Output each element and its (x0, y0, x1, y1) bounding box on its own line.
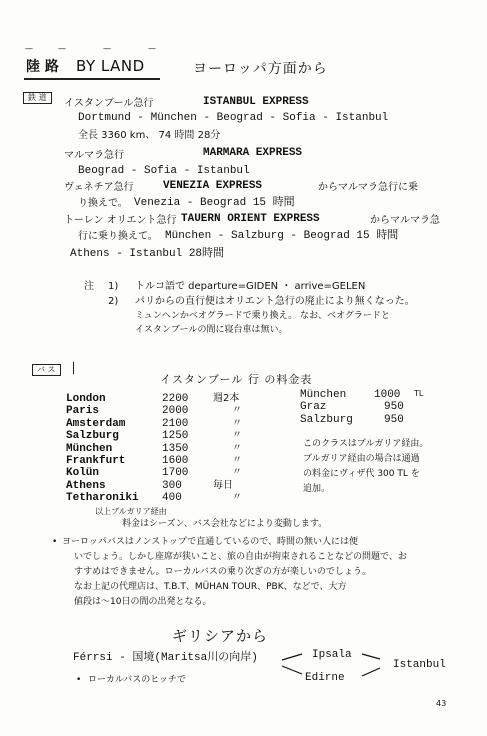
route-info: 全長 3360 km、 74 時間 28分 (78, 130, 221, 141)
route-jp: ヴェネチア急行 (64, 182, 134, 193)
bullet-icon: • (76, 675, 82, 685)
fare-amount: 950 (384, 401, 404, 414)
route-name: MARMARA EXPRESS (203, 147, 303, 159)
label-rule (73, 362, 74, 374)
fare-city: Amsterdam (66, 417, 126, 430)
section-label-train: 鉄 道 (23, 92, 52, 104)
bus-paragraph-line: すすめはできません。ローカルバスの乗り次ぎの方が楽しいのでしょう。 (74, 567, 371, 577)
route-line: Beograd - Sofia - Istanbul (78, 165, 250, 177)
greece-heading: ギリシアから (172, 627, 269, 645)
page-number: 43 (436, 699, 447, 708)
route-line: Athens - Istanbul 28時間 (70, 248, 225, 260)
route-name: TAUERN ORIENT EXPRESS (181, 213, 320, 225)
route-line: München - Salzburg - Beograd 15 時間 (165, 230, 399, 242)
fare-amount: 950 (384, 413, 404, 426)
fare-city: Paris (66, 405, 100, 418)
note-text: ミュンヘンかベオグラードで乗り換え。 なお、ベオグラードと (135, 311, 390, 321)
border-crossing: Férrsi - 国境(Maritsa川の向岸) (73, 652, 258, 664)
hitch-note: ローカルバスのヒッチで (88, 675, 186, 685)
city-ipsala: Ipsala (312, 649, 352, 661)
header-mark: — (25, 44, 33, 53)
arrow-line (282, 666, 302, 674)
bus-paragraph-line: なお上記の代理店は、T.B.T、MÜHAN TOUR、PBK、などで、大方 (74, 582, 347, 592)
route-jp: トーレン オリエント急行 (64, 215, 177, 226)
route-jp: り換えで。 (78, 198, 128, 209)
header-mark: — (148, 44, 156, 53)
fare-city: München (66, 442, 113, 455)
section-label-bus: バ ス (32, 364, 61, 376)
fare-city: Frankfurt (66, 455, 126, 467)
fare-amount: 1000 (374, 389, 401, 401)
fare-city: Athens (66, 479, 106, 492)
route-name: ISTANBUL EXPRESS (203, 96, 309, 108)
bus-sub-note: 以上ブルガリア経由 (95, 507, 167, 516)
arrow-line (362, 668, 380, 676)
page-subtitle: ヨーロッパ方面から (193, 61, 328, 77)
notes-label: 注 (84, 281, 94, 292)
fare-amount: 2100 (162, 417, 189, 430)
fare-city: Kolün (66, 467, 100, 480)
note-text: パリからの直行便はオリエント急行の廃止により無くなった。 (135, 296, 415, 307)
note-text: トルコ語で departure=GIDEN ・ arrive=GELEN (135, 281, 366, 292)
bus-paragraph-line: ヨーロッパバスはノンストップで直通しているので、時間の無い人には便 (62, 537, 359, 547)
bus-paragraph-line: 値段は～10日の間の出発となる。 (74, 597, 212, 607)
bus-note-line: 追加。 (303, 484, 331, 494)
route-tail: からマルマラ急 (370, 215, 440, 226)
header-mark: — (103, 44, 111, 53)
bus-note-line: ブルガリア経由の場合は通過 (303, 454, 420, 464)
fare-amount: 1350 (162, 442, 189, 455)
fare-city: London (66, 393, 106, 405)
fare-amount: 2000 (162, 405, 189, 418)
bullet-icon: • (52, 537, 58, 547)
fare-note: 〃 (232, 467, 242, 479)
route-line: Dortmund - München - Beograd - Sofia - Istanbul (78, 112, 389, 124)
fare-city: Tetharoniki (66, 492, 139, 505)
bus-paragraph-line: いでしょう。しかし座席が狭いこと、旅の自由が拘束されることなどの問題で、お (74, 552, 407, 562)
header-mark: — (58, 44, 66, 53)
fare-note: 〃 (232, 417, 242, 429)
route-arrows (280, 646, 400, 686)
fare-city: München (300, 389, 347, 401)
bus-note-line: の料金にヴィザ代 300 TL を (303, 469, 420, 479)
page-title-jp: 陸 路 (26, 59, 59, 75)
note-number: 1) (108, 281, 119, 292)
fare-note: 〃 (232, 455, 242, 466)
route-line: Venezia - Beograd 15 時間 (134, 197, 295, 209)
fare-note: 〃 (232, 492, 242, 504)
fare-city: Salzburg (300, 413, 353, 426)
note-text: イスタンブールの間に寝台車は無い。 (135, 325, 288, 335)
city-edirne: Edirne (305, 672, 345, 684)
title-underline (24, 78, 160, 80)
bus-fare-note: 料金はシーズン、バス会社などにより変動します。 (122, 519, 328, 529)
route-jp: イスタンブール急行 (64, 98, 154, 109)
city-istanbul: Istanbul (393, 659, 446, 671)
fare-note: 週2本 (213, 393, 240, 404)
arrow-line (282, 654, 302, 660)
fare-city: Salzburg (66, 430, 119, 443)
fare-amount: 300 (162, 479, 182, 492)
bus-note-line: このクラスはブルガリア経由。 (303, 439, 429, 449)
fare-amount: 1250 (162, 430, 189, 443)
fare-note: 〃 (232, 442, 242, 454)
route-tail: からマルマラ急行に乗 (318, 182, 418, 193)
note-number: 2) (108, 296, 119, 307)
arrow-line (362, 654, 380, 659)
fare-unit: TL (414, 389, 424, 398)
fare-amount: 1700 (162, 467, 189, 480)
fare-note: 〃 (232, 405, 242, 417)
fare-amount: 2200 (162, 393, 189, 405)
fare-amount: 1600 (162, 455, 189, 467)
fare-city: Graz (300, 401, 327, 414)
fare-note: 〃 (232, 430, 242, 442)
fare-table-heading: イスタンブール 行 の料金表 (160, 373, 313, 386)
fare-note: 毎日 (213, 479, 233, 491)
fare-amount: 400 (162, 492, 182, 505)
route-jp: マルマラ急行 (64, 150, 124, 161)
route-name: VENEZIA EXPRESS (163, 180, 263, 192)
page-title-en: BY LAND (76, 57, 145, 75)
route-jp: 行に乗り換えて。 (78, 231, 158, 242)
